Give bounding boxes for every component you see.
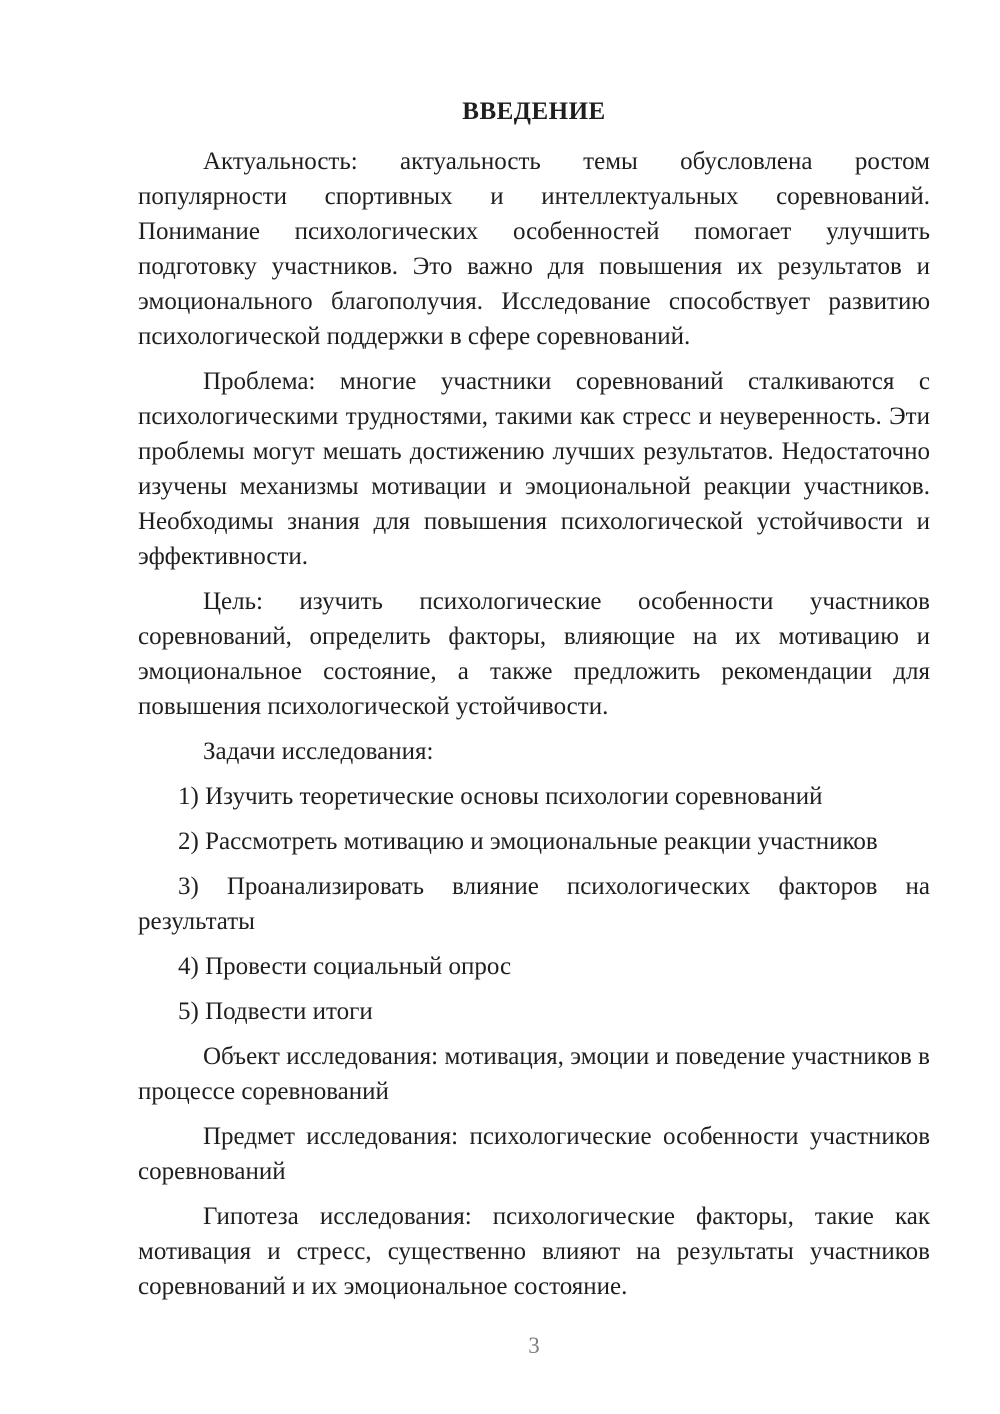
paragraph-subject: Предмет исследования: психологические особенности участников соревнований <box>138 1123 930 1185</box>
task-item-2: 2) Рассмотреть мотивацию и эмоциональные реакции участников <box>178 828 878 855</box>
paragraph-goal: Цель: изучить психологические особенности участников соревнований, определить факторы, влияющие на их мотивацию и эмоциональное состояние, а также предложить рекомендации для повышения психологической устойчивости. <box>138 588 930 720</box>
tasks-heading: Задачи исследования: <box>203 738 434 765</box>
task-item-4: 4) Провести социальный опрос <box>178 953 512 980</box>
task-item-5: 5) Подвести итоги <box>178 998 373 1025</box>
page-number: 3 <box>528 1333 540 1358</box>
task-item-3: 3) Проанализировать влияние психологических факторов на результаты <box>138 873 930 935</box>
paragraph-relevance: Актуальность: актуальность темы обусловлена ростом популярности спортивных и интеллектуальных соревнований. Понимание психологических особенностей помогает улучшить подготовку участников. Это важно для повышения их результатов и эмоционального благополучия. Исследование способствует развитию психологической поддержки в сфере соревнований. <box>138 148 930 350</box>
paragraph-problem: Проблема: многие участники соревнований сталкиваются с психологическими трудностями, такими как стресс и неуверенность. Эти проблемы могут мешать достижению лучших результатов. Недостаточно изучены механизмы мотивации и эмоциональной реакции участников. Необходимы знания для повышения психологической устойчивости и эффективности. <box>138 368 930 570</box>
section-heading: ВВЕДЕНИЕ <box>462 98 606 125</box>
paragraph-object: Объект исследования: мотивация, эмоции и поведение участников в процессе соревнований <box>138 1043 930 1105</box>
task-item-1: 1) Изучить теоретические основы психологии соревнований <box>178 783 823 810</box>
paragraph-hypothesis: Гипотеза исследования: психологические факторы, такие как мотивация и стресс, существенно влияют на результаты участников соревнований и их эмоциональное состояние. <box>138 1203 930 1300</box>
